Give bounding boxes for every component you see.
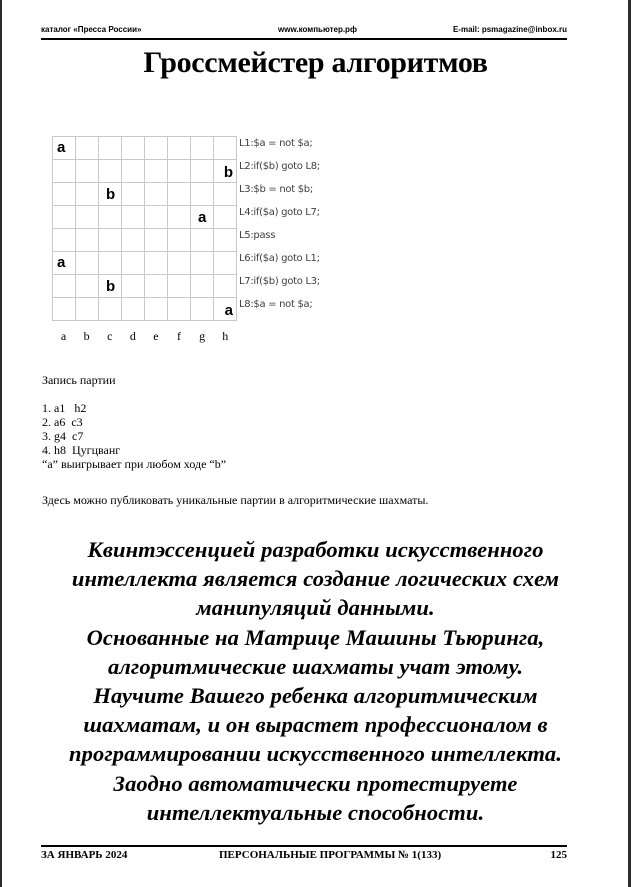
issue-date: ЗА ЯНВАРЬ 2024: [41, 849, 128, 861]
piece-a: a: [224, 302, 233, 319]
page-number: 125: [550, 849, 567, 861]
board-square: [53, 137, 76, 160]
board-square: [168, 206, 191, 229]
board-square: [99, 298, 122, 321]
file-label: g: [199, 329, 206, 343]
website-label: www.компьютер.рф: [278, 25, 357, 34]
board-square: [53, 160, 76, 183]
algorithm-code: [239, 136, 320, 320]
board-square: [168, 160, 191, 183]
board-square: [191, 252, 214, 275]
board-square: [122, 206, 145, 229]
board-square: [76, 206, 99, 229]
board-square: [76, 137, 99, 160]
board-square: [214, 252, 237, 275]
board-square: [191, 298, 214, 321]
board-row: [53, 183, 237, 206]
board-file-labels: [52, 329, 237, 344]
board-square: [145, 183, 168, 206]
file-label: b: [83, 329, 90, 343]
board-square: [76, 160, 99, 183]
file-label: d: [129, 329, 136, 343]
board-square: [145, 137, 168, 160]
quote-line: интеллекта является создание логических схем: [71, 566, 560, 592]
board-square: [168, 298, 191, 321]
board-row: [53, 160, 237, 183]
email-label: E-mail: psmagazine@inbox.ru: [452, 25, 567, 34]
board-square: [214, 275, 237, 298]
board-square: [145, 298, 168, 321]
board-square: [168, 137, 191, 160]
board-row: [53, 298, 237, 321]
code-line: L1:$a = not $a;: [239, 138, 313, 149]
board-row: [53, 137, 237, 160]
move-item: 3. g4 c7: [42, 429, 84, 443]
board-square: [191, 206, 214, 229]
chess-board: [52, 136, 237, 321]
board-square: [99, 252, 122, 275]
header-divider: [41, 38, 567, 40]
board-square: [53, 183, 76, 206]
page-footer: [41, 849, 567, 863]
file-label: e: [153, 329, 159, 343]
board-square: [122, 137, 145, 160]
board-square: [214, 137, 237, 160]
board-square: [122, 298, 145, 321]
board-square: [53, 298, 76, 321]
board-square: [99, 160, 122, 183]
board-square: [191, 183, 214, 206]
quote-line: манипуляций данными.: [196, 595, 435, 621]
board-square: [122, 160, 145, 183]
board-square: [99, 137, 122, 160]
code-line: L5:pass: [239, 230, 276, 241]
board-square: [99, 206, 122, 229]
board-square: [214, 183, 237, 206]
board-square: [145, 275, 168, 298]
code-line: L6:if($a) goto L1;: [239, 253, 320, 264]
code-line: L7:if($b) goto L3;: [239, 276, 320, 287]
file-label: h: [222, 329, 229, 343]
piece-b: b: [106, 278, 116, 295]
file-label: c: [107, 329, 113, 343]
board-square: [76, 275, 99, 298]
board-square: [99, 275, 122, 298]
board-square: [214, 298, 237, 321]
board-row: [53, 229, 237, 252]
board-square: [76, 298, 99, 321]
board-square: [76, 183, 99, 206]
board-square: [191, 160, 214, 183]
piece-a: a: [57, 139, 66, 156]
game-result: “a” выигрывает при любом ходе “b”: [42, 457, 227, 471]
code-line: L2:if($b) goto L8;: [239, 161, 320, 172]
piece-a: a: [57, 254, 66, 271]
publish-note: Здесь можно публиковать уникальные партии в алгоритмические шахматы.: [42, 493, 429, 507]
board-square: [168, 183, 191, 206]
page-edge-left: [0, 0, 2, 887]
footer-divider: [41, 845, 567, 847]
game-record: [42, 373, 226, 471]
board-square: [168, 229, 191, 252]
catalog-label: каталог «Пресса России»: [41, 25, 142, 34]
quote-line: интеллектуальные способности.: [146, 799, 485, 825]
file-label: a: [60, 329, 67, 343]
move-item: 2. a6 c3: [42, 415, 83, 429]
board-square: [53, 275, 76, 298]
board-row: [53, 206, 237, 229]
quote-line: программировании искусственного интеллекта.: [69, 741, 562, 767]
board-square: [76, 252, 99, 275]
quote-line: алгоритмические шахматы учат этому.: [107, 653, 524, 679]
promo-quote: [30, 535, 601, 827]
board-square: [53, 206, 76, 229]
quote-line: Научите Вашего ребенка алгоритмическим: [93, 683, 538, 709]
board-square: [168, 275, 191, 298]
quote-line: шахматам, и он вырастет профессионалом в: [83, 712, 548, 738]
board-square: [122, 229, 145, 252]
piece-a: a: [198, 209, 207, 226]
game-record-label: Запись партии: [42, 373, 116, 387]
board-square: [191, 137, 214, 160]
code-line: L8:$a = not $a;: [239, 299, 313, 310]
quote-line: Основанные на Матрице Машины Тьюринга,: [86, 624, 545, 650]
article-title: Гроссмейстер алгоритмов: [143, 46, 488, 79]
code-line: L4:if($a) goto L7;: [239, 207, 320, 218]
board-square: [99, 183, 122, 206]
move-list: [42, 401, 226, 471]
board-square: [214, 160, 237, 183]
board-square: [122, 252, 145, 275]
board-square: [214, 229, 237, 252]
piece-b: b: [106, 186, 116, 203]
code-line: L3:$b = not $b;: [239, 184, 313, 195]
board-square: [99, 229, 122, 252]
move-item: 1. a1 h2: [42, 401, 87, 415]
board-square: [53, 252, 76, 275]
move-item: 4. h8 Цугцванг: [42, 443, 121, 457]
board-square: [145, 206, 168, 229]
board-square: [145, 252, 168, 275]
magazine-name: ПЕРСОНАЛЬНЫЕ ПРОГРАММЫ № 1(133): [219, 849, 442, 861]
quote-line: Заодно автоматически протестируете: [113, 770, 518, 796]
board-square: [53, 229, 76, 252]
board-square: [122, 183, 145, 206]
quote-line: Квинтэссенцией разработки искусственного: [87, 537, 544, 562]
board-square: [122, 275, 145, 298]
board-row: [53, 252, 237, 275]
board-square: [214, 206, 237, 229]
board-square: [168, 252, 191, 275]
board-square: [191, 275, 214, 298]
board-square: [76, 229, 99, 252]
board-row: [53, 275, 237, 298]
page-header: [41, 25, 567, 39]
board-square: [191, 229, 214, 252]
file-label: f: [177, 329, 182, 343]
board-square: [145, 229, 168, 252]
board-square: [145, 160, 168, 183]
piece-b: b: [223, 164, 233, 181]
